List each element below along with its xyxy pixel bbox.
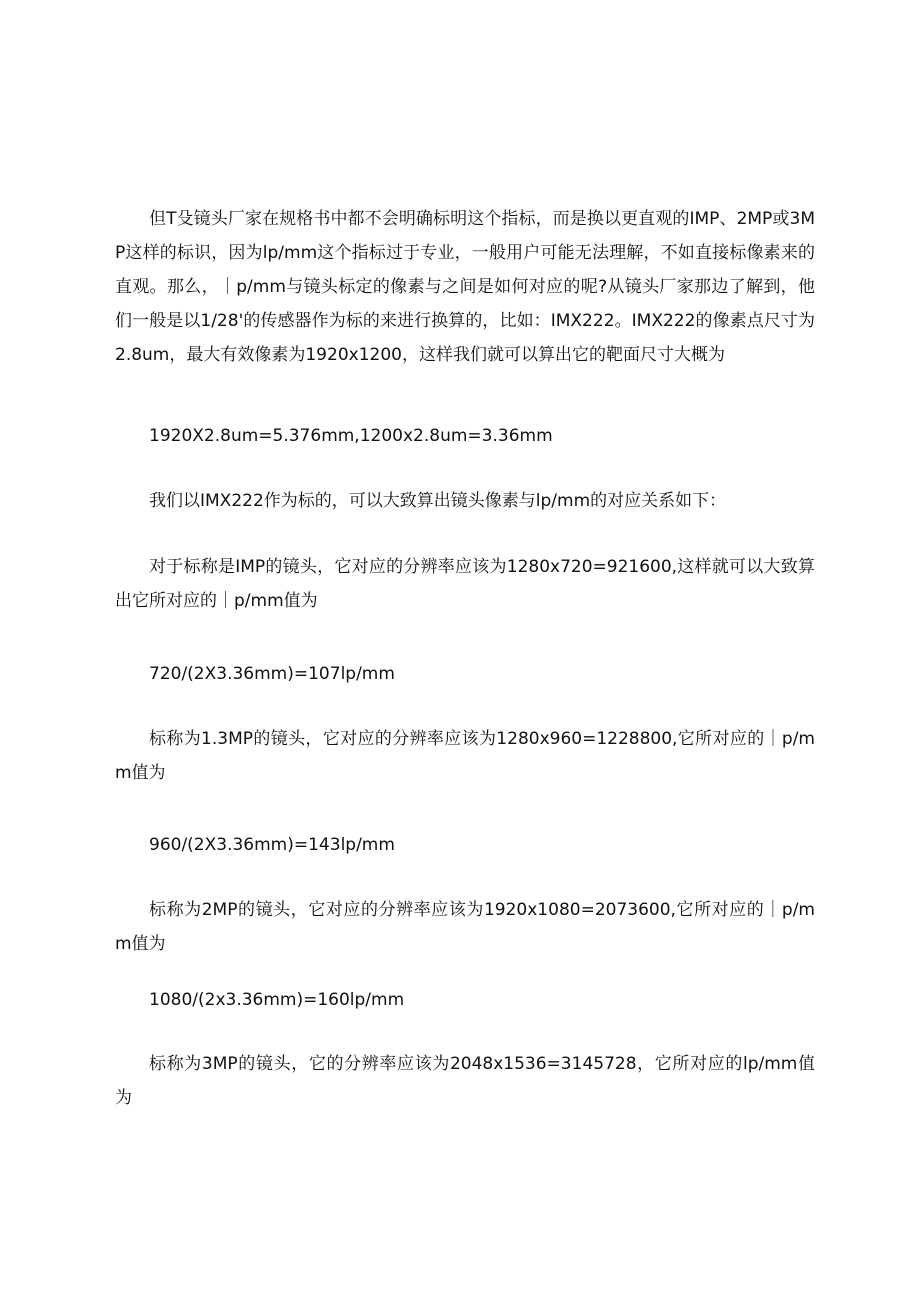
paragraph-2mp-lens: 标称为2MP的镜头，它对应的分辨率应该为1920x1080=2073600,它所对应的｜p/mm值为 (115, 900, 815, 954)
paragraph-imx222-basis: 我们以IMX222作为标的，可以大致算出镜头像素与lp/mm的对应关系如下： (149, 491, 727, 511)
paragraph-1mp-lens: 对于标称是IMP的镜头，它对应的分辨率应该为1280x720=921600,这样就可以大致算出它所对应的｜p/mm值为 (115, 557, 815, 611)
paragraph-3mp-lens: 标称为3MP的镜头，它的分辨率应该为2048x1536=3145728，它所对应的lp/mm值为 (115, 1054, 815, 1108)
formula-1-3mp-lpmm: 960/(2X3.36mm)=143lp/mm (149, 835, 395, 855)
formula-sensor-size: 1920X2.8um=5.376mm,1200x2.8um=3.36mm (149, 426, 553, 446)
paragraph-lens-spec-intro: 但T殳镜头厂家在规格书中都不会明确标明这个指标，而是换以更直观的IMP、2MP或3MP这样的标识，因为lp/mm这个指标过于专业，一般用户可能无法理解，不如直接标像素来的直观。那么，｜p/mm与镜头标定的像素与之间是如何对应的呢?从镜头厂家那边了解到，他们一般是以1/28'的传感器作为标的来进行换算的，比如：IMX222。IMX222的像素点尺寸为2.8um，最大有效像素为1920x1200，这样我们就可以算出它的靶面尺寸大概为 (115, 209, 815, 365)
formula-1mp-lpmm: 720/(2X3.36mm)=107lp/mm (149, 664, 395, 684)
formula-2mp-lpmm: 1080/(2x3.36mm)=160lp/mm (149, 990, 405, 1010)
paragraph-1-3mp-lens: 标称为1.3MP的镜头，它对应的分辨率应该为1280x960=1228800,它所对应的｜p/mm值为 (115, 729, 815, 783)
